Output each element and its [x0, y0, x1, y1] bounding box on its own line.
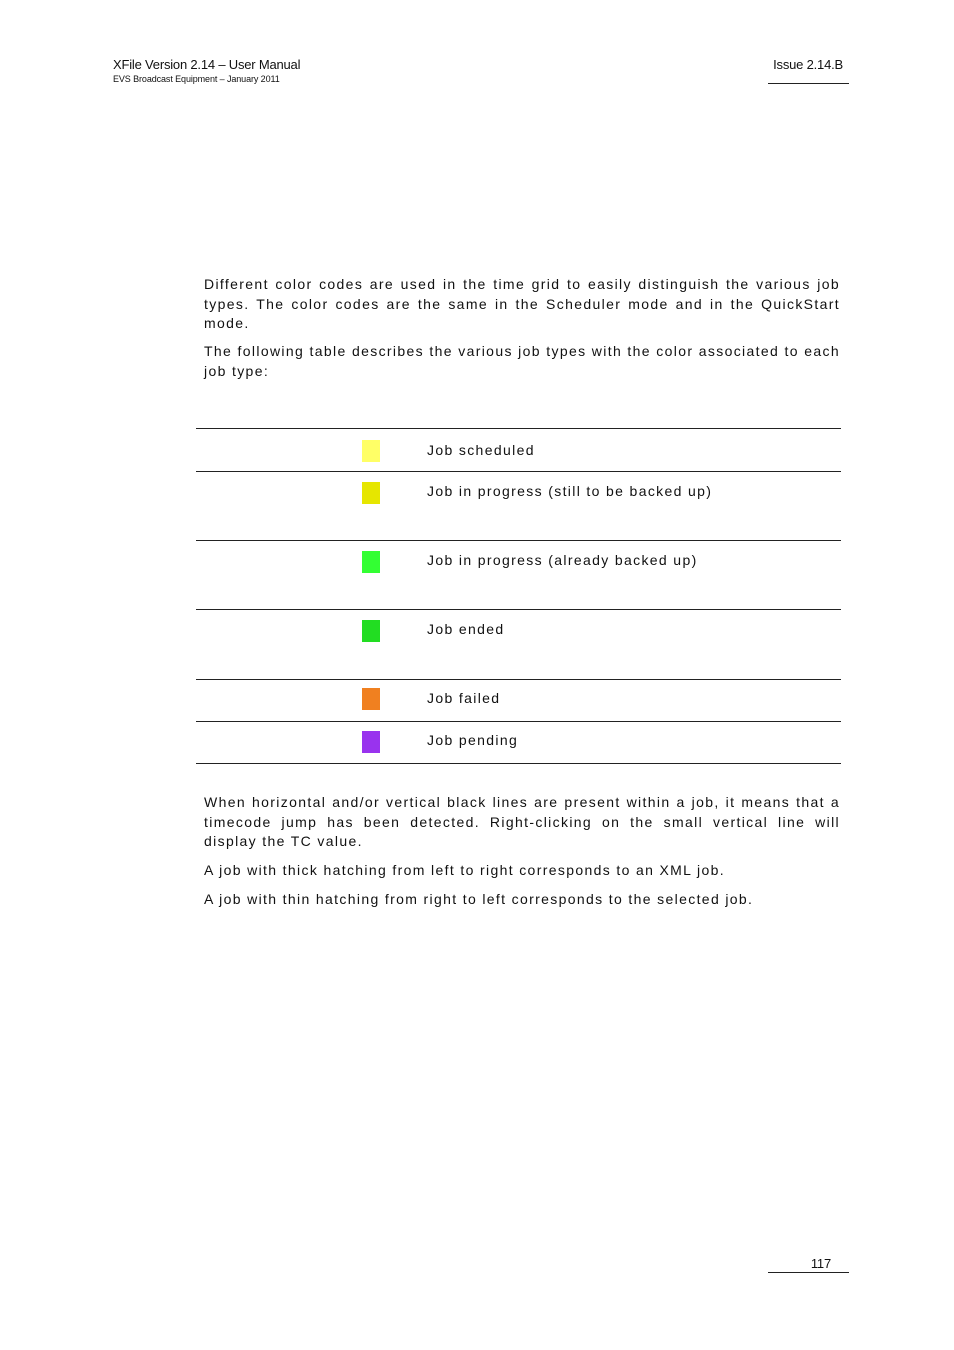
page-number: 117 [810, 1256, 831, 1271]
header-rule [768, 83, 849, 84]
note-paragraph-xml-job: A job with thick hatching from left to right corresponds to an XML job. [204, 862, 725, 878]
legend-row-job-failed [196, 680, 841, 722]
legend-label: Job in progress (already backed up) [427, 552, 698, 568]
document-title: XFile Version 2.14 – User Manual [113, 57, 301, 72]
color-swatch [362, 731, 380, 753]
legend-label: Job failed [427, 690, 501, 706]
intro-paragraph-1: Different color codes are used in the time grid to easily distinguish the various job types. The color codes are the same in the Scheduler mode and in the QuickStart mode. [204, 276, 840, 331]
legend-label: Job pending [427, 732, 519, 748]
legend-row-job-in-progress-backed-up [196, 541, 841, 610]
document-subtitle: EVS Broadcast Equipment – January 2011 [113, 74, 280, 84]
legend-row-job-ended [196, 610, 841, 680]
color-swatch [362, 620, 380, 642]
legend-row-job-in-progress-not-backed-up [196, 472, 841, 541]
note-paragraph-selected-job: A job with thin hatching from right to left corresponds to the selected job. [204, 891, 754, 907]
legend-row-job-pending [196, 722, 841, 764]
color-swatch [362, 688, 380, 710]
intro-paragraph-2: The following table describes the various job types with the color associated to each job type: [204, 343, 840, 379]
legend-label: Job in progress (still to be backed up) [427, 483, 713, 499]
color-swatch [362, 440, 380, 462]
note-paragraph-timecode: When horizontal and/or vertical black lines are present within a job, it means that a timecode jump has been detected. Right-clicking on the small vertical line will display the TC value. [204, 794, 840, 849]
color-legend-table [196, 428, 841, 764]
footer-rule [768, 1272, 849, 1273]
color-swatch [362, 551, 380, 573]
legend-label: Job ended [427, 621, 505, 637]
issue-label: Issue 2.14.B [773, 57, 843, 72]
page-header [113, 57, 300, 85]
legend-label: Job scheduled [427, 442, 535, 458]
legend-row-job-scheduled [196, 429, 841, 472]
color-swatch [362, 482, 380, 504]
